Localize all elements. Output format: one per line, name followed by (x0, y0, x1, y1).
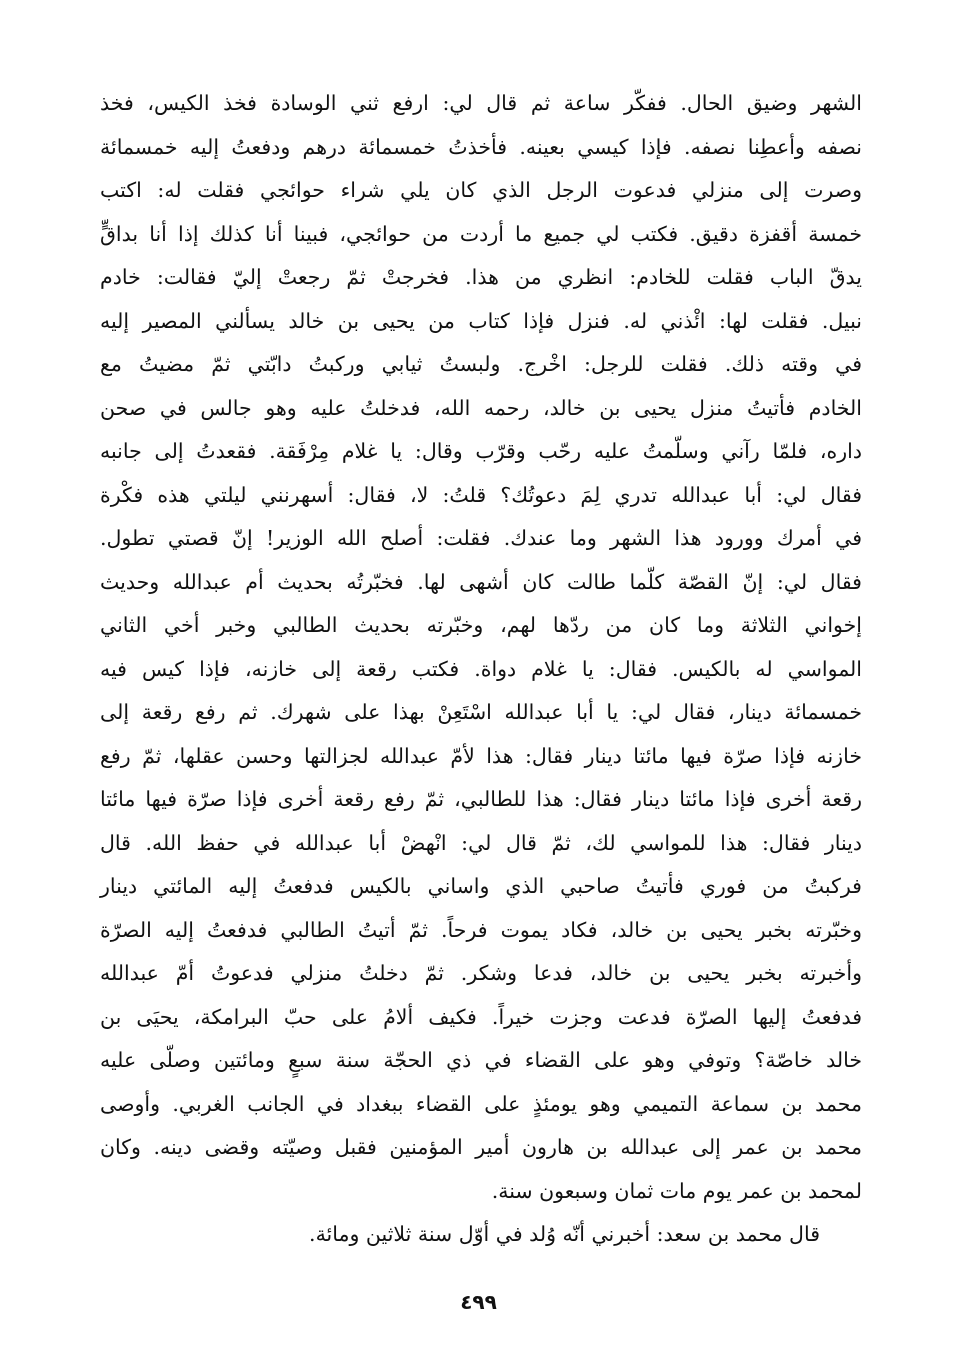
text-line: وصرت إلى منزلي فدعوت الرجل الذي كان يلي شراء حوائجي فقلت له: اكتب (100, 178, 862, 202)
text-line: يدقّ الباب فقلت للخادم: انظري من هذا. فخرجتْ ثمّ رجعتْ إليّ فقالت: خادم (100, 265, 862, 289)
final-paragraph: قال محمد بن سعد: أخبرني أنّه وُلد في أوّل سنة ثلاثين ومائة. (309, 1222, 820, 1246)
text-line: رقعة أخرى فإذا مائتا دينار فقال: هذا للطالبي، ثمّ رفع رقعة أخرى فإذا صرّة فيها مائتا (100, 787, 862, 811)
text-line: فركبتُ من فوري فأتيتُ صاحبي الذي واساني بالكيس فدفعتُ إليه المائتي دينار (100, 874, 862, 898)
text-line: نبيل. فقلت لها: ائْذني له. فنزل فإذا كتاب من يحيى بن خالد يسألني المصير إليه (100, 308, 862, 333)
text-line: نصفه وأعطِنا نصفه. فإذا كيسي بعينه. فأخذتُ خمسمائة درهم ودفعتُ إليه خمسمائة (100, 134, 862, 159)
text-line: الخادم فأتيتُ منزل يحيى بن خالد، رحمه الله، فدخلتُ عليه وهو جالس في صحن (100, 395, 862, 420)
text-line: دينار فقال: هذا للمواسي لك، ثمّ قال لي: انْهضْ أبا عبدالله في حفظ الله. قال (100, 830, 862, 855)
text-line: فقال لي: أبا عبدالله تدري لِمَ دعوتُك؟ قلتُ: لا، فقال: أسهرنني ليلتي هذه فكْرة (100, 482, 862, 507)
text-line: محمد بن سماعة التميمي وهو يومئذٍ على القضاء ببغداد في الجانب الغربي. وأوصى (100, 1091, 862, 1116)
text-line: المواسي له بالكيس. فقال: يا غلام دواة. فكتب رقعة إلى خازنه، فإذا كيس فيه (100, 656, 862, 681)
text-line: إخواني الثلاثة وما كان من ردّها لهم، وخبّرته بحديث الطالبي وخبر أخي الثاني (100, 613, 862, 637)
text-line: وخبّرته بخبر يحيى بن خالد، فكاد يموت فرحاً. ثمّ أتيتُ الطالبي فدفعتُ إليه الصرّة (100, 917, 862, 942)
text-line: خمسة أقفزة دقيق. فكتب لي جميع ما أردت من حوائجي، فبينا أنا كذلك إذا أنا بداقٍّ (100, 221, 862, 246)
text-line: خمسمائة دينار، فقال لي: يا أبا عبدالله اسْتَعِنْ بهذا على شهرك. ثم رفع رقعة إلى (100, 700, 862, 724)
text-line: داره، فلمّا رآني وسلّمتُ عليه رحّب وقرّب وقال: يا غلام مِرْفَقة. فقعدتُ إلى جانبه (100, 439, 862, 463)
text-line: الشهر وضيق الحال. ففكّر ساعة ثم قال لي: ارفع ثني الوسادة فخذ الكيس، فخذ (100, 91, 862, 115)
text-line: خازنه فإذا صرّة فيها مائتا دينار فقال: هذا لأمّ عبدالله لجزالتها وحسن عقلها، ثمّ رفع (100, 743, 862, 768)
text-line: في وقته ذلك. فقلت للرجل: اخْرج. ولبستُ ثيابي وركبتُ دابّتي ثمّ مضيتُ مع (100, 352, 862, 376)
text-line: وأخبرته بخبر يحيى بن خالد، فدعا وشكر. ثمّ دخلتُ منزلي فدعوتُ أمّ عبدالله (100, 961, 862, 985)
text-line: في أمرك وورود هذا الشهر وما عندك. فقلت: أصلح الله الوزير! إنّ قصتي تطول. (100, 526, 862, 550)
page-body (100, 82, 862, 1257)
text-line: لمحمد بن عمر يوم مات ثمان وسبعون سنة. (491, 1178, 862, 1203)
text-line: فقال لي: إنّ القصّة كلّما طالت كان أشهى لها. فخبّرتُه بحديث أم عبدالله وحديث (100, 569, 862, 594)
text-line: فدفعتُ إليها الصرّة فدعت وجزت خيراً. فكيف ألامُ على حبّ البرامكة، يحيَى بن (100, 1004, 862, 1029)
text-line: خالد خاصّة؟ وتوفي وهو على القضاء في ذي الحجّة سنة سبعٍ ومائتين وصلّى عليه (100, 1048, 862, 1072)
page-number: ٤٩٩ (460, 1290, 497, 1314)
text-line: محمد بن عمر إلى عبدالله بن هارون أمير المؤمنين فقبل وصيّته وقضى دينه. وكان (100, 1135, 862, 1159)
